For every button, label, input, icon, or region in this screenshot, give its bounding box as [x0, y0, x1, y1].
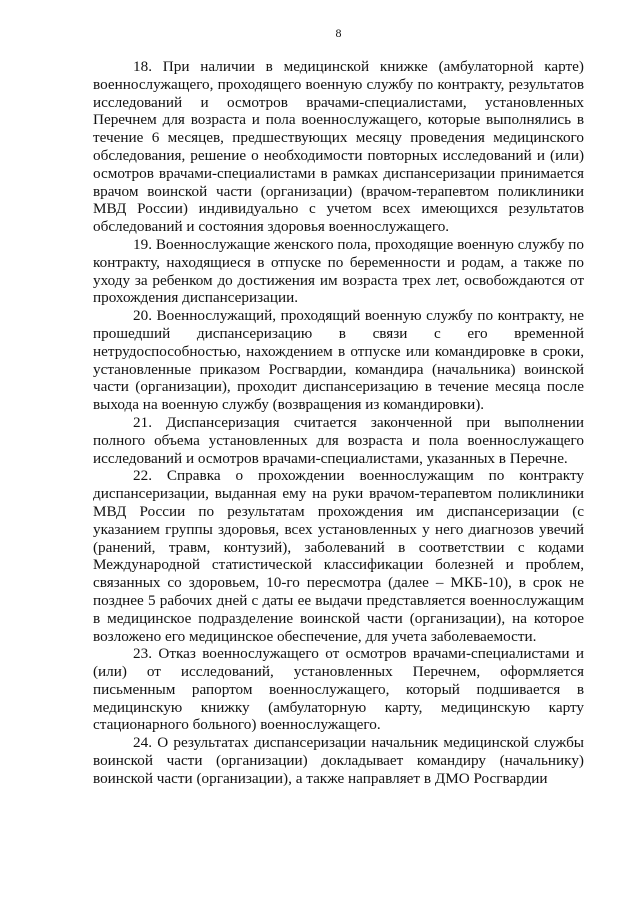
paragraph-22: 22. Справка о прохождении военнослужащим по контракту диспансеризации, выданная ему на руки врачом-терапевтом поликлиники МВД России по результатам прохождения им диспансеризации (с указанием группы здоровья, всех установленных у него диагнозов увечий (ранений, травм, контузий), заболеваний в соответствии с кодами Международной статистической классификации болезней и проблем, связанных со здоровьем, 10-го пересмотра (далее – МКБ-10), в срок не позднее 5 рабочих дней с даты ее выдачи представляется военнослужащим в медицинское подразделение воинской части (организации), на которое возложено его медицинское обеспечение, для учета заболеваемости.	[93, 467, 584, 645]
paragraph-19: 19. Военнослужащие женского пола, проходящие военную службу по контракту, находящиеся в отпуске по беременности и родам, а также по уходу за ребенком до достижения им возраста трех лет, освобождаются от прохождения диспансеризации.	[93, 235, 584, 307]
paragraph-21: 21. Диспансеризация считается законченной при выполнении полного объема установленных для возраста и пола военнослужащего исследований и осмотров врачами-специалистами, указанных в Перечне.	[93, 413, 584, 467]
paragraph-18: 18. При наличии в медицинской книжке (амбулаторной карте) военнослужащего, проходящего военную службу по контракту, результатов исследований и осмотров врачами-специалистами, установленных Перечнем для возраста и пола военнослужащего, которые выполнялись в течение 6 месяцев, предшествующих месяцу проведения медицинского обследования, решение о необходимости повторных исследований и (или) осмотров врачами-специалистами в рамках диспансеризации принимается врачом воинской части (организации) (врачом-терапевтом поликлиники МВД России) индивидуально с учетом всех имеющихся результатов обследований и состояния здоровья военнослужащего.	[93, 58, 584, 236]
paragraph-24: 24. О результатах диспансеризации начальник медицинской службы воинской части (организации) докладывает командиру (начальнику) воинской части (организации), а также направляет в ДМО Росгвардии	[93, 734, 584, 787]
paragraph-20: 20. Военнослужащий, проходящий военную службу по контракту, не прошедший диспансеризацию в связи с его временной нетрудоспособностью, нахождением в отпуске или командировке в сроки, установленные приказом Росгвардии, командира (начальника) воинской части (организации), проходит диспансеризацию в течение месяца после выхода на военную службу (возвращения из командировки).	[93, 307, 584, 414]
page-number: 8	[335, 26, 342, 40]
paragraph-23: 23. Отказ военнослужащего от осмотров врачами-специалистами и (или) от исследований, установленных Перечнем, оформляется письменным рапортом военнослужащего, который подшивается в медицинскую книжку (амбулаторную карту, медицинскую карту стационарного больного) военнослужащего.	[93, 645, 584, 734]
